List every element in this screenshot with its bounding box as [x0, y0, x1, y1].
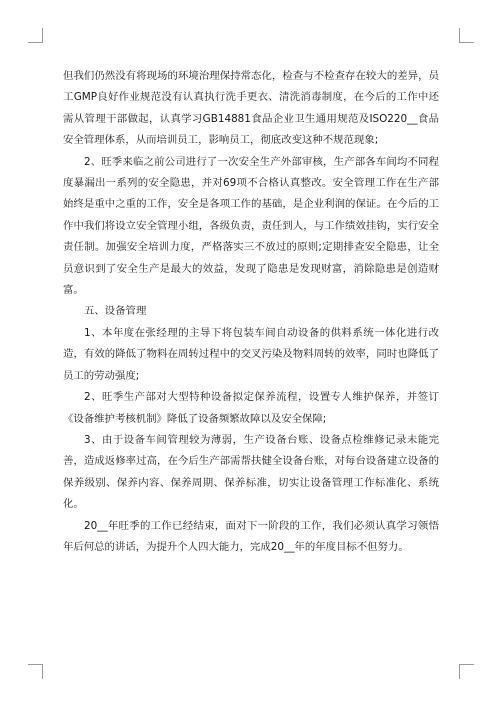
crop-mark-bottom-right: [459, 664, 474, 679]
crop-mark-bottom-left: [28, 664, 43, 679]
paragraph-safety-audit: 2、旺季来临之前公司进行了一次安全生产外部审核，生产部各车间均不同程度暴漏出一系列的安全隐患，并对69项不合格认真整改。安全管理工作在生产部始终是重中之重的工作，安全是各项工作的基础，是企业利润的保证。在今后的工作中我们将设立安全管理小组，各级负责，责任到人，与工作绩效挂钩，实行安全责任制。加强安全培训力度，严格落实三不放过的原则;定期排查安全隐患，让全员意识到了安全生产是最大的效益，发现了隐患是发现财富，消除隐患是创造财富。: [63, 155, 439, 297]
paragraph-equipment-item-3: 3、由于设备车间管理较为薄弱，生产设备台账、设备点检维修记录未能完善，造成返修率过高，在今后生产部需帮扶健全设备台账，对每台设备建立设备的保养级别、保养内容、保养周期、保养标准，切实让设备管理工作标准化、系统化。: [63, 433, 439, 511]
paragraph-equipment-item-2: 2、旺季生产部对大型特种设备拟定保养流程，设置专人维护保养，并签订《设备维护考核机制》降低了设备频繁故障以及安全保障;: [63, 391, 439, 425]
document-body: [63, 66, 439, 558]
crop-mark-top-right: [459, 28, 474, 43]
paragraph-equipment-item-1: 1、本年度在张经理的主导下将包装车间自动设备的供料系统一体化进行改造，有效的降低了物料在周转过程中的交叉污染及物料周转的效率，同时也降低了员工的劳动强度;: [63, 326, 439, 382]
paragraph-conclusion: 20__年旺季的工作已经结束，面对下一阶段的工作，我们必须认真学习领悟年后何总的讲话，为提升个人四大能力，完成20__年的年度目标不但努力。: [63, 519, 439, 553]
paragraph-environment-management: 但我们仍然没有将现场的环境治理保持常态化，检查与不检查存在较大的差异，员工GMP良好作业规范没有认真执行洗手更衣、清洗消毒制度，在今后的工作中还需从管理干部做起，认真学习GB14881食品企业卫生通用规范及ISO220__食品安全管理体系，从而培训员工，影响员工，彻底改变这种不规范现象;: [63, 70, 439, 147]
section-heading-equipment-management: 五、设备管理: [84, 305, 147, 318]
crop-mark-top-left: [28, 28, 43, 43]
